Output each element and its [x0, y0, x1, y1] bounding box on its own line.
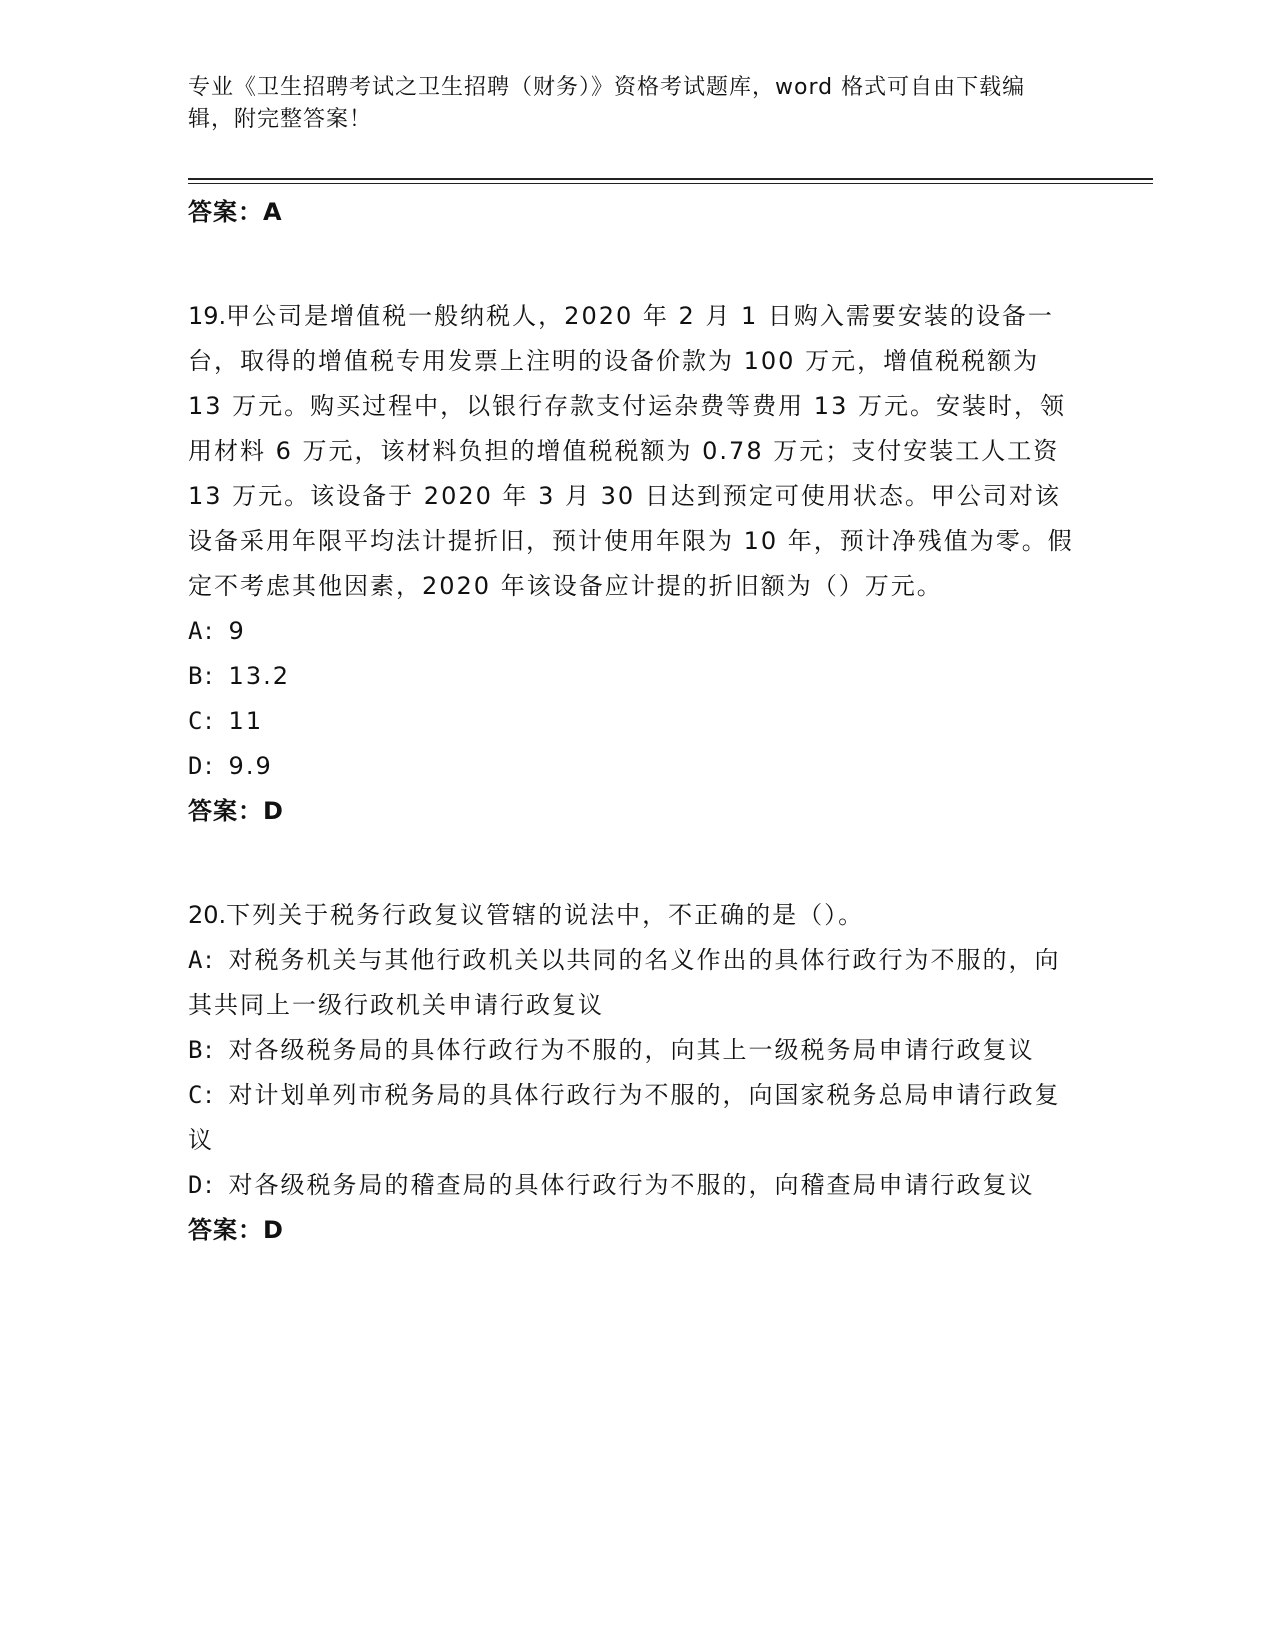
option-b — [188, 654, 1083, 699]
option-a — [188, 609, 1083, 654]
question-number: 19. — [188, 302, 227, 330]
answer-value: A — [263, 198, 283, 226]
question-body: 甲公司是增值税一般纳税人，2020 年 2 月 1 日购入需要安装的设备一台，取得的增值税专用发票上注明的设备价款为 100 万元，增值税税额为 13 万元。购买过程中，以银行存款支付运杂费等费用 13 万元。安装时，领用材料 6 万元，该材料负担的增值税税额为 0.78 万元；支付安装工人工资 13 万元。该设备于 2020 年 3 月 30 日达到预定可使用状态。甲公司对该设备采用年限平均法计提折旧，预计使用年限为 10 年，预计净残值为零。假定不考虑其他因素，2020 年该设备应计提的折旧额为（）万元。 — [188, 302, 1074, 600]
option-key: C — [188, 707, 205, 735]
answer-label: 答案： — [188, 797, 263, 825]
header-divider — [188, 178, 1153, 180]
option-c — [188, 1073, 1083, 1163]
option-d — [188, 744, 1083, 789]
option-b — [188, 1028, 1083, 1073]
option-separator: : — [204, 1081, 215, 1109]
answer-line — [188, 190, 1083, 235]
option-text: 9 — [228, 617, 246, 645]
option-text: 13.2 — [228, 662, 290, 690]
option-separator: : — [204, 1171, 215, 1199]
header-text: 专业《卫生招聘考试之卫生招聘（财务）》资格考试题库，word 格式可自由下载编辑，附完整答案！ — [188, 75, 1026, 132]
question-text — [188, 893, 1083, 938]
option-text: 对计划单列市税务局的具体行政行为不服的，向国家税务总局申请行政复议 — [188, 1081, 1061, 1154]
option-a — [188, 938, 1083, 1028]
option-separator: : — [204, 617, 215, 645]
option-text: 对各级税务局的具体行政行为不服的，向其上一级税务局申请行政复议 — [228, 1036, 1035, 1064]
option-separator: : — [204, 662, 215, 690]
header-divider-thin — [188, 183, 1153, 184]
answer-line — [188, 1208, 1083, 1253]
option-key: A — [188, 617, 205, 645]
answer-value: D — [263, 797, 284, 825]
option-text: 对各级税务局的稽查局的具体行政行为不服的，向稽查局申请行政复议 — [228, 1171, 1035, 1199]
answer-value: D — [263, 1216, 284, 1244]
option-text: 对税务机关与其他行政机关以共同的名义作出的具体行政行为不服的，向其共同上一级行政机关申请行政复议 — [188, 946, 1061, 1019]
page-header — [188, 72, 1068, 136]
option-d — [188, 1163, 1083, 1208]
document-body — [188, 190, 1083, 1253]
option-key: D — [188, 1171, 205, 1199]
answer-line — [188, 789, 1083, 834]
question-19 — [188, 294, 1083, 834]
option-key: B — [188, 662, 205, 690]
option-text: 9.9 — [228, 752, 273, 780]
option-key: A — [188, 946, 205, 974]
option-text: 11 — [228, 707, 264, 735]
option-separator: : — [204, 707, 215, 735]
question-body: 下列关于税务行政复议管辖的说法中，不正确的是（）。 — [226, 901, 865, 929]
option-separator: : — [204, 946, 215, 974]
option-key: B — [188, 1036, 205, 1064]
option-separator: : — [204, 1036, 215, 1064]
option-key: C — [188, 1081, 205, 1109]
question-number: 20. — [188, 901, 227, 929]
option-key: D — [188, 752, 205, 780]
question-text — [188, 294, 1083, 609]
option-separator: : — [204, 752, 215, 780]
option-c — [188, 699, 1083, 744]
question-20 — [188, 893, 1083, 1253]
answer-label: 答案： — [188, 1216, 263, 1244]
answer-label: 答案： — [188, 198, 263, 226]
